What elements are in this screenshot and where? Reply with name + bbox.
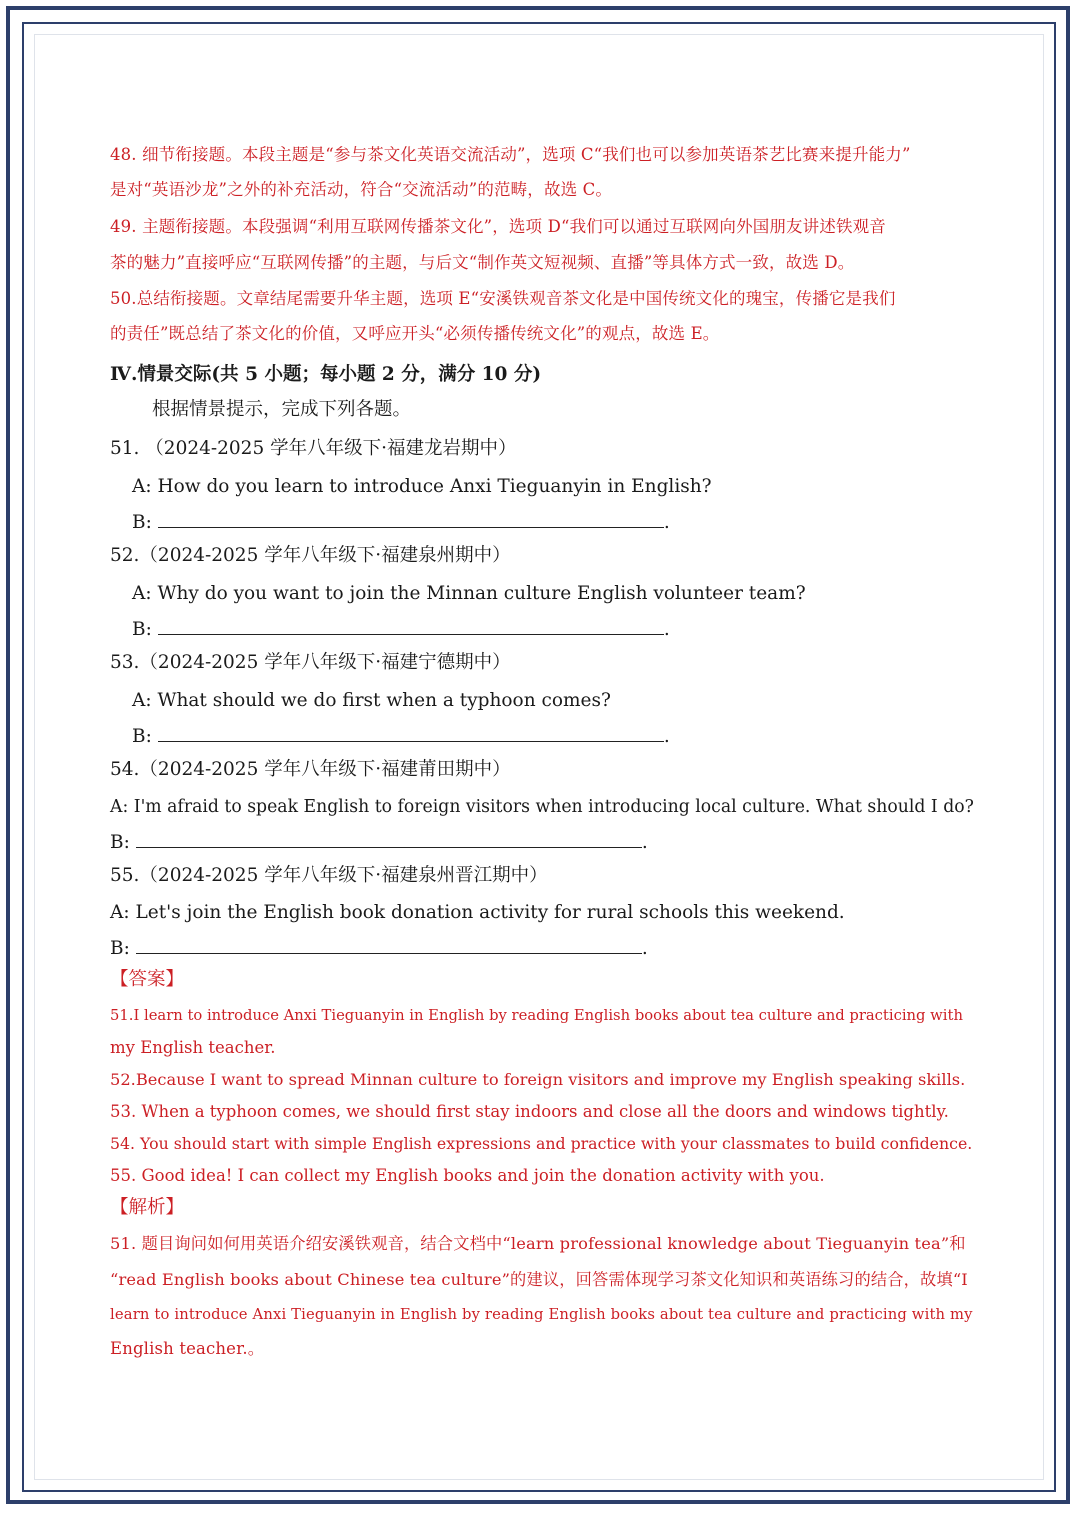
question-54-prompt: A: I'm afraid to speak English to foreign visitors when introducing local culture. What should I do? (110, 797, 974, 817)
answer-label-b: B: (110, 832, 130, 853)
question-53-prompt: A: What should we do first when a typhoon comes? (132, 690, 611, 711)
explanation-50-line-1: 50.总结衔接题。文章结尾需要升华主题，选项 E“安溪铁观音茶文化是中国传统文化的瑰宝，传播它是我们 (110, 289, 896, 308)
page-border-ghost (34, 34, 1044, 1480)
answer-blank-55[interactable] (136, 935, 642, 954)
question-55-prompt: A: Let's join the English book donation activity for rural schools this weekend. (110, 902, 845, 923)
question-53-answer-row (132, 723, 670, 749)
answer-51-line-2: my English teacher. (110, 1038, 276, 1057)
blank-period: . (641, 832, 648, 853)
section-instruction: 根据情景提示，完成下列各题。 (152, 399, 412, 420)
question-52-answer-row (132, 616, 670, 642)
answer-label-b: B: (132, 619, 152, 640)
question-52-prompt: A: Why do you want to join the Minnan culture English volunteer team? (132, 583, 806, 604)
analysis-line-4: English teacher.。 (110, 1339, 265, 1358)
question-55-source: 55.（2024-2025 学年八年级下·福建泉州晋江期中） (110, 865, 548, 886)
section-heading: Ⅳ.情景交际(共 5 小题；每小题 2 分，满分 10 分) (110, 364, 542, 385)
answer-blank-52[interactable] (158, 616, 664, 635)
question-55-answer-row (110, 935, 648, 961)
question-51-source: 51. （2024-2025 学年八年级下·福建龙岩期中） (110, 438, 517, 459)
answers-label: 【答案】 (110, 969, 185, 990)
explanation-49-line-2: 茶的魅力”直接呼应“互联网传播”的主题，与后文“制作英文短视频、直播”等具体方式一致，故选 D。 (110, 253, 855, 272)
answer-53: 53. When a typhoon comes, we should first stay indoors and close all the doors and windows tightly. (110, 1102, 949, 1121)
analysis-line-2: “read English books about Chinese tea culture”的建议，回答需体现学习茶文化知识和英语练习的结合，故填“I (110, 1270, 968, 1289)
answer-52: 52.Because I want to spread Minnan culture to foreign visitors and improve my English speaking skills. (110, 1070, 966, 1089)
blank-period: . (641, 938, 648, 959)
answer-blank-54[interactable] (136, 829, 642, 848)
explanation-48-line-1: 48. 细节衔接题。本段主题是“参与茶文化英语交流活动”，选项 C“我们也可以参加英语茶艺比赛来提升能力” (110, 145, 911, 164)
analysis-line-3: learn to introduce Anxi Tieguanyin in English by reading English books about tea culture and practicing with my (110, 1306, 973, 1323)
question-54-answer-row (110, 829, 648, 855)
analysis-line-1: 51. 题目询问如何用英语介绍安溪铁观音，结合文档中“learn professional knowledge about Tieguanyin tea”和 (110, 1234, 966, 1253)
explanation-50-line-2: 的责任”既总结了茶文化的价值，又呼应开头“必须传播传统文化”的观点，故选 E。 (110, 324, 720, 343)
answer-51-line-1: 51.I learn to introduce Anxi Tieguanyin in English by reading English books about tea culture and practicing with (110, 1007, 963, 1024)
question-51-prompt: A: How do you learn to introduce Anxi Tieguanyin in English? (132, 476, 712, 497)
answer-55: 55. Good idea! I can collect my English books and join the donation activity with you. (110, 1166, 825, 1185)
question-52-source: 52.（2024-2025 学年八年级下·福建泉州期中） (110, 545, 511, 566)
question-53-source: 53.（2024-2025 学年八年级下·福建宁德期中） (110, 652, 511, 673)
blank-period: . (663, 726, 670, 747)
question-51-answer-row (132, 509, 670, 535)
question-54-source: 54.（2024-2025 学年八年级下·福建莆田期中） (110, 759, 511, 780)
answer-54: 54. You should start with simple English expressions and practice with your classmates to build confidence. (110, 1134, 973, 1153)
answer-label-b: B: (110, 938, 130, 959)
analysis-label: 【解析】 (110, 1197, 185, 1218)
blank-period: . (663, 512, 670, 533)
explanation-48-line-2: 是对“英语沙龙”之外的补充活动，符合“交流活动”的范畴，故选 C。 (110, 180, 613, 199)
answer-label-b: B: (132, 726, 152, 747)
explanation-49-line-1: 49. 主题衔接题。本段强调“利用互联网传播茶文化”，选项 D“我们可以通过互联网向外国朋友讲述铁观音 (110, 217, 886, 236)
answer-label-b: B: (132, 512, 152, 533)
answer-blank-53[interactable] (158, 723, 664, 742)
blank-period: . (663, 619, 670, 640)
answer-blank-51[interactable] (158, 509, 664, 528)
